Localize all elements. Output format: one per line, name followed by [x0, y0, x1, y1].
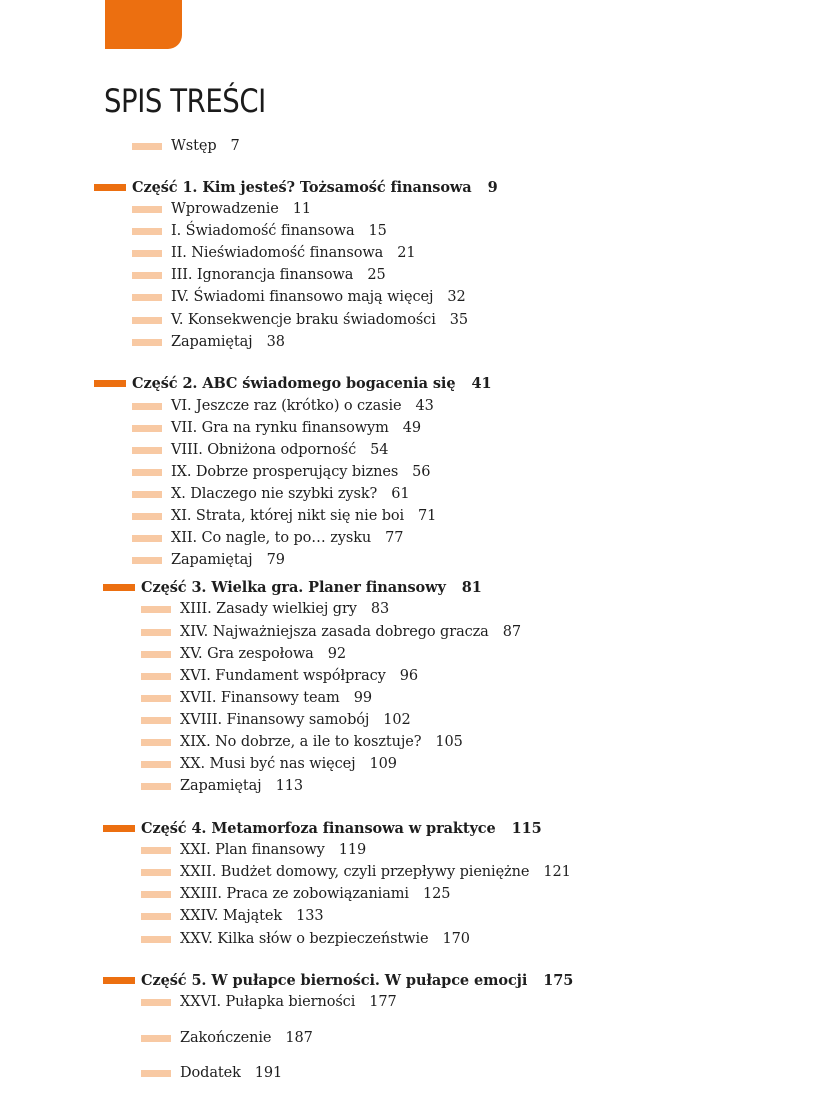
entry-label: Część 4. Metamorfoza finansowa w praktyce [141, 819, 496, 837]
entry-label: II. Nieświadomość finansowa [171, 245, 384, 261]
entry-label: Zakończenie [180, 1030, 272, 1046]
page-number: 21 [397, 245, 416, 261]
page-number: 187 [285, 1030, 313, 1046]
page-number: 96 [399, 668, 419, 684]
toc-entry[interactable] [132, 505, 436, 527]
page-number: 99 [353, 690, 372, 706]
orange-corner-tab [105, 0, 182, 49]
entry-label: VIII. Obniżona odporność [171, 442, 357, 458]
page-number: 109 [369, 756, 397, 772]
bullet-bar [141, 651, 171, 658]
toc-part-heading[interactable] [103, 969, 573, 991]
bullet-bar [141, 936, 171, 943]
bullet-bar [141, 869, 171, 876]
toc-entry[interactable] [141, 621, 521, 643]
entry-label: XXVI. Pułapka bierności [180, 994, 356, 1010]
page-number: 81 [461, 578, 482, 596]
toc-entry[interactable] [132, 439, 388, 461]
toc-entry[interactable] [141, 687, 372, 709]
bullet-bar [132, 294, 162, 301]
toc-entry[interactable] [132, 527, 403, 549]
toc-entry[interactable] [132, 264, 386, 286]
bullet-bar [141, 783, 171, 790]
page-number: 61 [391, 486, 410, 502]
bullet-bar [132, 250, 162, 257]
page-title: SPIS TREŚCI [104, 82, 266, 120]
bullet-bar [132, 469, 162, 476]
page-number: 170 [442, 931, 470, 947]
bullet-bar [141, 629, 171, 636]
page-number: 56 [412, 464, 431, 480]
page-number: 133 [296, 908, 324, 924]
bullet-bar [132, 557, 162, 564]
page-number: 71 [418, 508, 437, 524]
toc-part-heading[interactable] [94, 372, 491, 394]
entry-label: Część 3. Wielka gra. Planer finansowy [141, 578, 446, 596]
bullet-bar [132, 228, 162, 235]
toc-entry[interactable] [141, 1062, 282, 1084]
bullet-bar [132, 535, 162, 542]
bullet-bar [132, 425, 162, 432]
bullet-bar [141, 695, 171, 702]
page-number: 7 [230, 138, 240, 154]
toc-entry[interactable] [141, 839, 366, 861]
entry-label: Zapamiętaj [180, 778, 262, 794]
toc-entry[interactable] [141, 861, 571, 883]
entry-label: VI. Jeszcze raz (krótko) o czasie [171, 398, 402, 414]
page-number: 32 [447, 289, 466, 305]
toc-entry[interactable] [132, 242, 416, 264]
toc-entry[interactable] [132, 198, 311, 220]
toc-part-heading[interactable] [103, 817, 542, 839]
page-number: 41 [471, 374, 492, 392]
toc-entry[interactable] [141, 905, 323, 927]
page-number: 83 [370, 601, 390, 617]
entry-label: XXII. Budżet domowy, czyli przepływy pieniężne [180, 864, 530, 880]
entry-label: Część 5. W pułapce bierności. W pułapce emocji [141, 971, 528, 989]
page-number: 87 [502, 624, 521, 640]
entry-label: Zapamiętaj [171, 334, 253, 350]
bullet-bar [132, 403, 162, 410]
toc-entry[interactable] [132, 417, 421, 439]
bullet-bar [132, 272, 162, 279]
entry-label: IX. Dobrze prosperujący biznes [171, 464, 399, 480]
entry-label: XII. Co nagle, to po… zysku [171, 530, 372, 546]
page-number: 177 [369, 994, 397, 1010]
entry-label: Zapamiętaj [171, 552, 253, 568]
toc-entry[interactable] [141, 928, 470, 950]
bullet-bar [141, 717, 171, 724]
bullet-bar [141, 1070, 171, 1077]
entry-label: Wstęp [171, 138, 217, 154]
page-number: 43 [415, 398, 434, 414]
page-number: 35 [449, 312, 468, 328]
toc-entry[interactable] [132, 461, 430, 483]
toc-entry[interactable] [132, 331, 285, 353]
entry-label: XVII. Finansowy team [180, 690, 340, 706]
bullet-bar [141, 913, 171, 920]
toc-entry[interactable] [132, 135, 240, 157]
toc-part-heading[interactable] [103, 576, 482, 598]
entry-label: XXIII. Praca ze zobowiązaniami [180, 886, 409, 902]
bullet-bar [132, 206, 162, 213]
bullet-bar [141, 1035, 171, 1042]
bullet-bar [132, 513, 162, 520]
toc-entry[interactable] [132, 549, 285, 571]
toc-entry[interactable] [141, 1027, 313, 1049]
bullet-bar [141, 673, 171, 680]
toc-entry[interactable] [141, 643, 346, 665]
bullet-bar [141, 891, 171, 898]
entry-label: XV. Gra zespołowa [180, 646, 314, 662]
entry-label: XX. Musi być nas więcej [180, 756, 356, 772]
page-number: 49 [402, 420, 422, 436]
part-bar [103, 584, 135, 591]
page-number: 9 [487, 178, 498, 196]
part-bar [94, 380, 126, 387]
toc-entry[interactable] [132, 220, 387, 242]
entry-label: I. Świadomość finansowa [171, 223, 355, 239]
page-number: 77 [385, 530, 404, 546]
page-number: 113 [275, 778, 303, 794]
entry-label: V. Konsekwencje braku świadomości [171, 312, 436, 328]
bullet-bar [141, 739, 171, 746]
entry-label: XIII. Zasady wielkiej gry [180, 601, 357, 617]
entry-label: III. Ignorancja finansowa [171, 267, 354, 283]
page-number: 175 [543, 971, 574, 989]
bullet-bar [132, 317, 162, 324]
entry-label: XVI. Fundament współpracy [180, 668, 386, 684]
entry-label: Wprowadzenie [171, 201, 279, 217]
page-number: 102 [383, 712, 411, 728]
page-number: 119 [338, 842, 367, 858]
entry-label: XVIII. Finansowy samobój [180, 712, 370, 728]
toc-entry[interactable] [132, 395, 434, 417]
page-number: 79 [266, 552, 285, 568]
bullet-bar [141, 999, 171, 1006]
page-number: 92 [327, 646, 346, 662]
toc-part-heading[interactable] [94, 176, 498, 198]
toc-entry[interactable] [141, 883, 450, 905]
entry-label: XXI. Plan finansowy [180, 842, 325, 858]
page-number: 11 [292, 201, 312, 217]
entry-label: Część 2. ABC świadomego bogacenia się [132, 374, 456, 392]
toc-entry[interactable] [132, 483, 409, 505]
entry-label: XIV. Najważniejsza zasada dobrego gracza [180, 624, 489, 640]
entry-label: VII. Gra na rynku finansowym [171, 420, 389, 436]
bullet-bar [132, 143, 162, 150]
page-number: 121 [543, 864, 571, 880]
part-bar [103, 825, 135, 832]
bullet-bar [141, 761, 171, 768]
page-number: 125 [422, 886, 451, 902]
page-number: 15 [368, 223, 387, 239]
bullet-bar [132, 447, 162, 454]
entry-label: X. Dlaczego nie szybki zysk? [171, 486, 378, 502]
part-bar [103, 977, 135, 984]
toc-entry[interactable] [141, 753, 397, 775]
bullet-bar [141, 606, 171, 613]
part-bar [94, 184, 126, 191]
entry-label: XIX. No dobrze, a ile to kosztuje? [180, 734, 422, 750]
entry-label: IV. Świadomi finansowo mają więcej [171, 289, 434, 305]
bullet-bar [132, 339, 162, 346]
toc-entry[interactable] [132, 309, 468, 331]
page-number: 191 [254, 1065, 283, 1081]
toc-entry[interactable] [141, 709, 411, 731]
toc-entry[interactable] [132, 286, 466, 308]
toc-entry[interactable] [141, 665, 418, 687]
page-number: 38 [266, 334, 285, 350]
page-number: 25 [367, 267, 386, 283]
entry-label: Dodatek [180, 1065, 241, 1081]
entry-label: Część 1. Kim jesteś? Tożsamość finansowa [132, 178, 472, 196]
toc-entry[interactable] [141, 598, 389, 620]
entry-label: XXV. Kilka słów o bezpieczeństwie [180, 931, 429, 947]
page-number: 105 [435, 734, 463, 750]
page-number: 54 [370, 442, 389, 458]
page-number: 115 [511, 819, 542, 837]
entry-label: XXIV. Majątek [180, 908, 283, 924]
toc-entry[interactable] [141, 731, 463, 753]
toc-entry[interactable] [141, 775, 303, 797]
entry-label: XI. Strata, której nikt się nie boi [171, 508, 405, 524]
toc-entry[interactable] [141, 991, 397, 1013]
bullet-bar [132, 491, 162, 498]
bullet-bar [141, 847, 171, 854]
